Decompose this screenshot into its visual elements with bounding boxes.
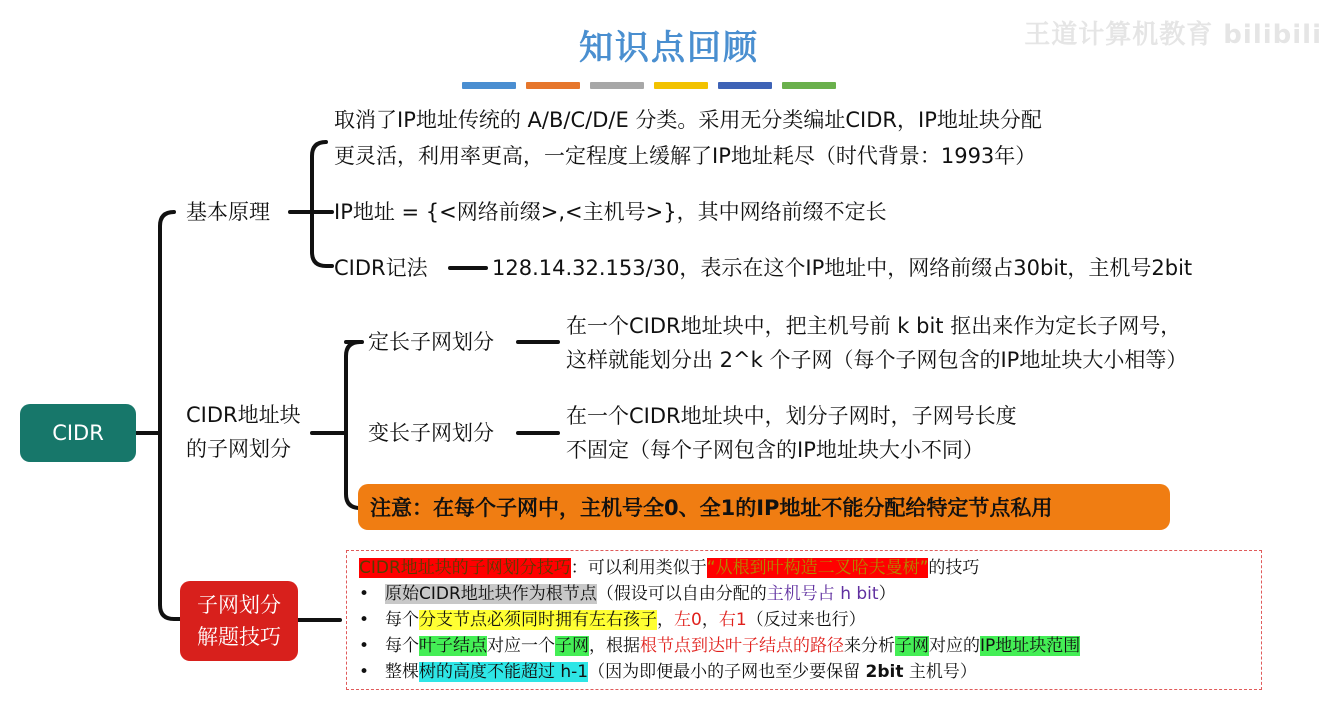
principle-line2: 更灵活，利用率更高，一定程度上缓解了IP地址耗尽（时代背景：1993年） [334, 144, 1037, 168]
note-banner: 注意：在每个子网中，主机号全0、全1的IP地址不能分配给特定节点私用 [358, 484, 1170, 530]
bullet-4: • [359, 662, 370, 682]
tips-label-line2: 解题技巧 [197, 625, 281, 649]
main-bracket [160, 212, 180, 619]
tip4-height: 树的高度不能超过 h-1 [419, 662, 589, 682]
bullet-2: • [359, 610, 370, 630]
bullet-1: • [359, 584, 370, 604]
tip4-reason: （因为即便最小的子网也至少要保留 [588, 662, 866, 682]
tips-label-line1: 子网划分 [197, 593, 281, 617]
tip3-leaf: 叶子结点 [419, 636, 487, 656]
tip3-corresponds: 对应一个 [487, 636, 555, 656]
tips-header [359, 556, 979, 580]
tip2-comma1: ， [657, 610, 674, 630]
tip-item-2 [385, 608, 866, 632]
tips-header-quote: “从根到叶构造二叉哈夫曼树” [706, 558, 929, 578]
variable-desc-line2: 不固定（每个子网包含的IP地址块大小不同） [566, 438, 984, 462]
tip4-host: 主机号） [903, 662, 977, 682]
principle-bracket [312, 142, 332, 266]
tip1-root: 原始CIDR地址块作为根节点 [385, 584, 597, 604]
principle-label: 基本原理 [186, 200, 270, 224]
tip4-whole: 整棵 [385, 662, 419, 682]
tip3-path: 根节点到达叶子结点的路径 [640, 636, 844, 656]
tip2-left0: 左0 [674, 610, 702, 630]
tip-item-4 [385, 660, 977, 684]
tip2-note: （反过来也行） [746, 610, 866, 630]
tips-node [180, 581, 298, 661]
tip2-right1: 右1 [718, 610, 747, 630]
tip1-text: （假设可以自由分配的 [596, 584, 767, 604]
tips-header-end: 的技巧 [928, 558, 980, 578]
subnet-label-line1: CIDR地址块 [186, 403, 301, 427]
tip-item-1 [385, 582, 896, 606]
principle-line1: 取消了IP地址传统的 A/B/C/D/E 分类。采用无分类编址CIDR，IP地址块分配 [334, 108, 1042, 132]
watermark: 王道计算机教育 bilibili [1024, 20, 1322, 50]
tips-header-mid: ：可以利用类似于 [570, 558, 707, 578]
tip-item-3 [385, 634, 1080, 658]
tip3-each: 每个 [385, 636, 419, 656]
bullet-3: • [359, 636, 370, 656]
fixed-desc-line1: 在一个CIDR地址块中，把主机号前 k bit 抠出来作为定长子网号， [566, 314, 1182, 338]
tip1-close: ） [878, 584, 896, 604]
tip3-of: 对应的 [929, 636, 980, 656]
tip4-2bit: 2bit [865, 662, 904, 682]
root-node-cidr: CIDR [20, 404, 136, 462]
tip3-subnet2: 子网 [895, 636, 929, 656]
notation-label: CIDR记法 [334, 256, 428, 280]
subnet-bracket [346, 342, 360, 508]
ip-format: IP地址 = {<网络前缀>,<主机号>}，其中网络前缀不定长 [334, 200, 887, 224]
tip3-according: ，根据 [589, 636, 640, 656]
fixed-desc-line2: 这样就能划分出 2^k 个子网（每个子网包含的IP地址块大小相等） [566, 348, 1188, 372]
tip2-branch: 分支节点必须同时拥有左右孩子 [419, 610, 657, 630]
tip3-subnet: 子网 [555, 636, 589, 656]
tip3-analyze: 来分析 [844, 636, 895, 656]
variable-desc-line1: 在一个CIDR地址块中，划分子网时，子网号长度 [566, 404, 1017, 428]
subnet-label-line2: 的子网划分 [186, 437, 291, 461]
tip2-comma2: ， [701, 610, 719, 630]
variable-subnet-label: 变长子网划分 [368, 421, 494, 445]
tip2-each: 每个 [385, 610, 419, 630]
fixed-subnet-label: 定长子网划分 [368, 330, 494, 354]
tips-box [346, 550, 1262, 690]
page-title: 知识点回顾 [579, 28, 759, 68]
tip3-range: IP地址块范围 [980, 636, 1081, 656]
notation-desc: 128.14.32.153/30，表示在这个IP地址中，网络前缀占30bit，主机号2bit [492, 256, 1193, 280]
tip1-host: 主机号占 h bit [766, 584, 879, 604]
tips-header-highlight: CIDR地址块的子网划分技巧 [359, 558, 571, 578]
